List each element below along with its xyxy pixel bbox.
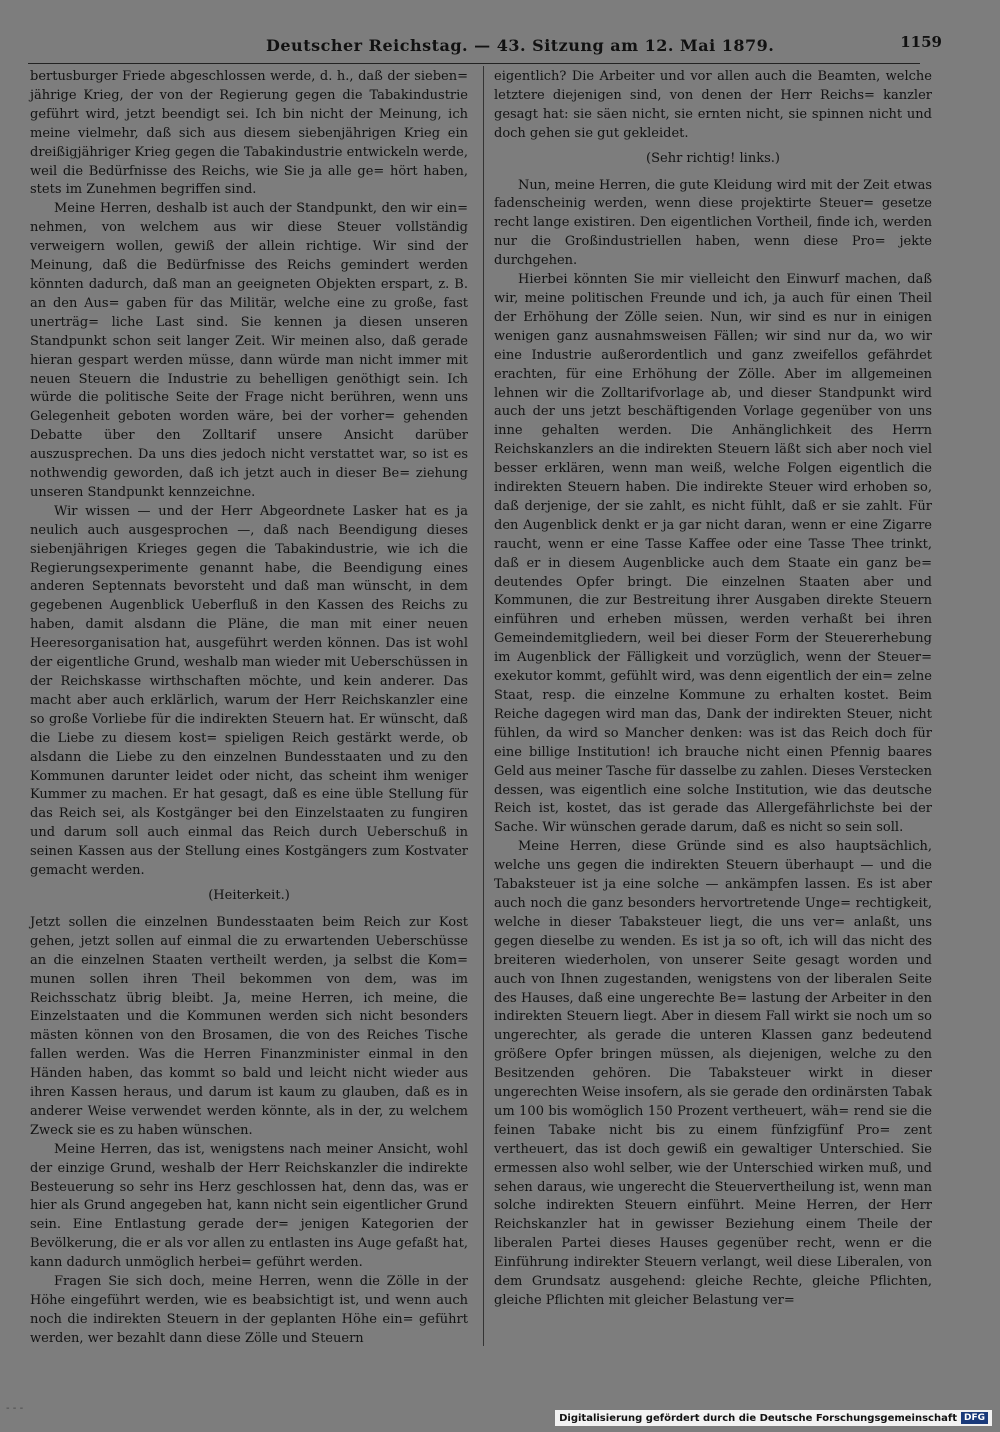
page-header	[28, 30, 942, 60]
paragraph: bertusburger Friede abgeschlossen werde, d. h., daß der sieben= jährige Krieg, der von der Regierung gegen die Tabakindustrie geführt wird, jetzt beendigt sei. Ich bin nicht der Meinung, ich meine vielmehr, daß sich aus diesem siebenjährigen Krieg ein dreißigjähriger Krieg gegen die Tabakindustrie entwickeln werde, weil die Bedürfnisse des Reichs, wie Sie ja alle ge= hört haben, stets im Zunehmen begriffen sind.	[30, 69, 468, 198]
column-divider	[483, 66, 484, 1346]
paragraph: Meine Herren, das ist, wenigstens nach meiner Ansicht, wohl der einzige Grund, weshalb der Herr Reichskanzler die indirekte Besteuerung so sehr ins Herz geschlossen hat, denn das, was er hier als Grund angegeben hat, kann nicht sein eigentlicher Grund sein. Eine Entlastung gerade der= jenigen Kategorien der Bevölkerung, die er als vor allen zu entlasten ins Auge gefaßt hat, kann dadurch unmöglich herbei= geführt werden.	[30, 1141, 468, 1271]
dfg-logo: DFG	[961, 1412, 988, 1424]
paragraph: Meine Herren, diese Gründe sind es also hauptsächlich, welche uns gegen die indirekten Steuern überhaupt — und die Tabaksteuer ist ja eine solche — ankämpfen lassen. Es ist aber auch noch die ganz besonders hervortretende Unge= rechtigkeit, welche in dieser Tabaksteuer liegt, die uns ver= anlaßt, uns gegen dieselbe zu wenden. Es ist ja so oft, ich will das nicht des breiteren wiederholen, von unserer Seite gesagt worden und auch von Ihnen zugestanden, wenigstens von der liberalen Seite des Hauses, daß eine ungerechte Be= lastung der Arbeiter in den indirekten Steuern liegt. Aber in diesem Fall wirkt sie noch um so ungerechter, als gerade die unteren Klassen ganz bedeutend größere Opfer bringen müssen, als diejenigen, welche zu den Besitzenden gehören. Die Tabaksteuer wirkt in dieser ungerechten Weise insofern, als sie gerade den ordinärsten Tabak um 100 bis womöglich 150 Prozent vertheuert, wäh= rend sie die feinen Tabake nicht bis zu einem fünfzigfünf Pro= zent vertheuert, das ist doch gewiß ein gewaltiger Unterschied. Sie ermessen also wohl selber, wie der Unterschied wirken muß, und sehen daraus, wie ungerecht die Steuervertheilung ist, wenn man solche indirekten Steuern einführt. Meine Herren, der Herr Reichskanzler hat in gewisser Beziehung einem Theile der liberalen Partei dieses Hauses gegenüber recht, wenn er die Einführung indirekter Steuern verlangt, weil diese Liberalen, von dem Grundsatz ausgehend: gleiche Rechte, gleiche Pflichten, gleiche Pflichten mit gleicher Belastung ver=	[494, 839, 932, 1308]
running-title: Deutscher Reichstag. — 43. Sitzung am 12. Mai 1879.	[266, 36, 775, 55]
header-rule	[28, 63, 920, 64]
paragraph: Fragen Sie sich doch, meine Herren, wenn die Zölle in der Höhe eingeführt werden, wie es beabsichtigt ist, und wenn auch noch die indirekten Steuern in der geplanten Höhe ein= geführt werden, wer bezahlt dann diese Zölle und Steuern	[30, 1274, 468, 1346]
scan-mark: - - -	[6, 1403, 24, 1414]
funding-footer	[555, 1410, 992, 1426]
interjection: (Heiterkeit.)	[208, 887, 290, 903]
left-column	[30, 68, 468, 1349]
paragraph: Jetzt sollen die einzelnen Bundesstaaten beim Reich zur Kost gehen, jetzt sollen auf einmal die zu erwartenden Ueberschüsse an die einzelnen Staaten vertheilt werden, ja selbst die Kom= munen sollen ihren Theil bekommen von dem, was im Reichsschatz übrig bleibt. Ja, meine Herren, ich meine, die Einzelstaaten und die Kommunen werden sich nicht besonders mästen können von den Brosamen, die von des Reiches Tische fallen werden. Was die Herren Finanzminister einmal in den Händen haben, das kommt so bald und leicht nicht wieder aus ihren Kassen heraus, und darum ist kaum zu glauben, daß es in anderer Weise verwendet werden könnte, als in der, zu welchem Zweck sie es zu haben wünschen.	[30, 914, 468, 1138]
right-column	[494, 68, 932, 1311]
paragraph: Hierbei könnten Sie mir vielleicht den Einwurf machen, daß wir, meine politischen Freunde und ich, ja auch für einen Theil der Erhöhung der Zölle seien. Nun, wir sind es nur in einigen wenigen ganz ausnahmsweisen Fällen; wir sind nur da, wo wir eine Industrie außerordentlich und ganz zweifellos gefährdet erachten, für eine Erhöhung der Zölle. Aber im allgemeinen lehnen wir die Zolltarifvorlage ab, und dieser Standpunkt wird auch der uns jetzt beschäftigenden Vorlage gegenüber von uns inne gehalten werden. Die Anhänglichkeit des Herrn Reichskanzlers an die indirekten Steuern läßt sich aber noch viel besser erklären, wenn man weiß, welche Folgen eigentlich die indirekten Steuern haben. Die indirekte Steuer wird erhoben so, daß derjenige, der sie zahlt, es nicht fühlt, daß er sie zahlt. Für den Augenblick denkt er ja gar nicht daran, wenn er eine Zigarre raucht, wenn er eine Tasse Kaffee oder eine Tasse Thee trinkt, daß er in diesem Augenblicke auch dem Staate ein ganz be= deutendes Opfer bringt. Die einzelnen Staaten aber und Kommunen, die zur Bestreitung ihrer Ausgaben direkte Steuern einführen und erheben müssen, werden verhaßt bei ihren Gemeindemitgliedern, weil bei dieser Form der Steuererhebung im Augenblick der Fälligkeit und vorzüglich, wenn der Steuer= exekutor kommt, gefühlt wird, was denn eigentlich der ein= zelne Staat, resp. die einzelne Kommune zu erhalten kostet. Beim Reiche dagegen wird man das, Dank der indirekten Steuer, nicht fühlen, da wird so Mancher denken: was ist das Reich doch für eine billige Institution! ich brauche nicht einen Pfennig baares Geld aus meiner Tasche für dasselbe zu zahlen. Dieses Verstecken dessen, was eigentlich eine solche Institution, wie das deutsche Reich ist, kostet, das ist gerade das Allergefährlichste bei der Sache. Wir wünschen gerade darum, daß es nicht so sein soll.	[494, 272, 932, 836]
paragraph: Meine Herren, deshalb ist auch der Standpunkt, den wir ein= nehmen, von welchem aus wir diese Steuer vollständig verweigern wollen, gewiß der allein richtige. Wir sind der Meinung, daß die Bedürfnisse des Reichs gemindert werden könnten dadurch, daß man an geeigneten Objekten erspart, z. B. an den Aus= gaben für das Militär, welche eine zu große, fast unerträg= liche Last sind. Sie kennen ja diesen unseren Standpunkt schon seit langer Zeit. Wir meinen also, daß gerade hieran gespart werden müsse, dann würde man nicht immer mit neuen Steuern die Industrie zu behelligen genöthigt sein. Ich würde die politische Seite der Frage nicht berühren, wenn uns Gelegenheit geboten worden wäre, bei der vorher= gehenden Debatte über den Zolltarif unsere Ansicht darüber auszusprechen. Da uns dies jedoch nicht verstattet war, so ist es nothwendig geworden, daß ich jetzt auch in dieser Be= ziehung unseren Standpunkt kennzeichne.	[30, 201, 468, 500]
paragraph: eigentlich? Die Arbeiter und vor allen auch die Beamten, welche letztere diejenigen sind, von denen der Herr Reichs= kanzler gesagt hat: sie säen nicht, sie ernten nicht, sie spinnen nicht und doch gehen sie gut gekleidet.	[494, 69, 932, 141]
paragraph: Nun, meine Herren, die gute Kleidung wird mit der Zeit etwas fadenscheinig werden, wenn diese projektirte Steuer= gesetze recht lange existiren. Den eigentlichen Vortheil, finde ich, werden nur die Großindustriellen haben, wenn diese Pro= jekte durchgehen.	[494, 177, 932, 269]
footer-text: Digitalisierung gefördert durch die Deutsche Forschungsgemeinschaft	[559, 1412, 957, 1424]
paragraph: Wir wissen — und der Herr Abgeordnete Lasker hat es ja neulich auch ausgesprochen —, daß nach Beendigung dieses siebenjährigen Krieges gegen die Tabakindustrie, wie ich die Regierungsexperimente genannt habe, die Beendigung eines anderen Septennats bevorsteht und daß man wünscht, in dem gegebenen Augenblick Ueberfluß in den Kassen des Reichs zu haben, damit alsdann die Pläne, die man mit einer neuen Heeresorganisation hat, ausgeführt werden können. Das ist wohl der eigentliche Grund, weshalb man wieder mit Ueberschüssen in der Reichskasse wirthschaften möchte, und kein anderer. Das macht aber auch erklärlich, warum der Herr Reichskanzler eine so große Vorliebe für die indirekten Steuern hat. Er wünscht, daß die Liebe zu diesem kost= spieligen Reich gestärkt werde, ob alsdann die Liebe zu den einzelnen Bundesstaaten und zu den Kommunen darunter leidet oder nicht, das scheint ihm weniger Kummer zu machen. Er hat gesagt, daß es eine üble Stellung für das Reich sei, als Kostgänger bei den Einzelstaaten zu fungiren und darum soll auch einmal das Reich durch Ueberschuß in seinen Kassen aus der Stellung eines Kostgängers zum Kostvater gemacht werden.	[30, 503, 468, 879]
interjection: (Sehr richtig! links.)	[646, 150, 780, 166]
page-number: 1159	[900, 33, 942, 51]
